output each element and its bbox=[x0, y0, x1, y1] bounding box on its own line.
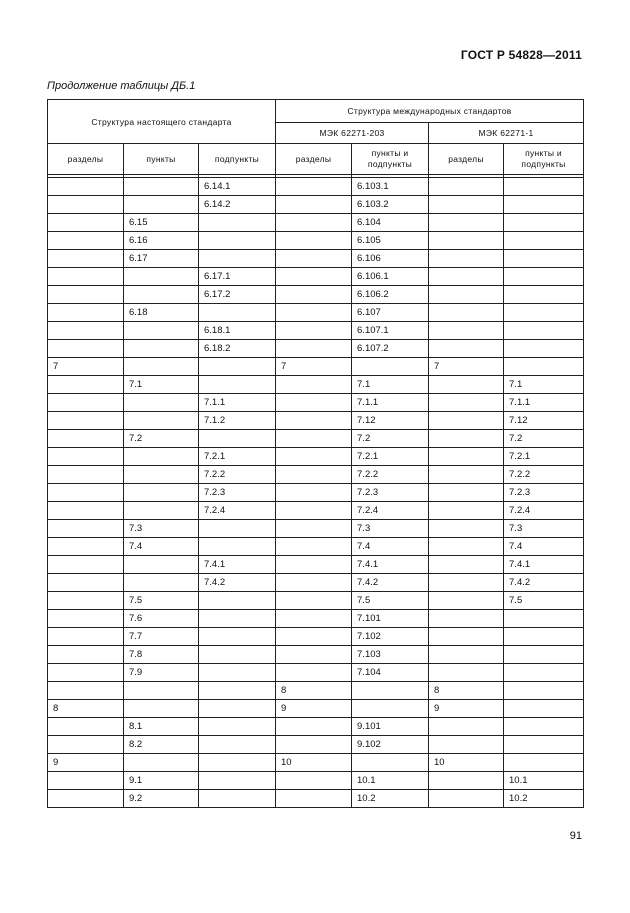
table-cell: 7.2 bbox=[504, 430, 584, 448]
table-cell bbox=[48, 736, 124, 754]
table-cell: 7.103 bbox=[352, 646, 429, 664]
table-cell: 7.2.3 bbox=[199, 484, 276, 502]
table-cell: 7.5 bbox=[124, 592, 199, 610]
table-cell bbox=[276, 214, 352, 232]
table-cell: 9 bbox=[276, 700, 352, 718]
table-cell bbox=[429, 736, 504, 754]
table-cell bbox=[48, 538, 124, 556]
table-cell bbox=[276, 232, 352, 250]
table-cell bbox=[199, 700, 276, 718]
table-cell bbox=[199, 304, 276, 322]
table-cell bbox=[124, 196, 199, 214]
table-cell bbox=[199, 592, 276, 610]
table-cell bbox=[429, 268, 504, 286]
col-header-sections-iec-1: разделы bbox=[429, 144, 504, 175]
table-cell bbox=[276, 628, 352, 646]
table-cell: 7.4.1 bbox=[199, 556, 276, 574]
table-cell bbox=[48, 610, 124, 628]
table-cell: 7.5 bbox=[352, 592, 429, 610]
table-row bbox=[48, 304, 584, 322]
table-row bbox=[48, 322, 584, 340]
table-cell: 10 bbox=[429, 754, 504, 772]
table-cell bbox=[429, 412, 504, 430]
table-cell bbox=[48, 574, 124, 592]
table-cell bbox=[124, 754, 199, 772]
table-row bbox=[48, 376, 584, 394]
table-row bbox=[48, 592, 584, 610]
table-cell: 7.6 bbox=[124, 610, 199, 628]
table-cell bbox=[124, 448, 199, 466]
table-cell bbox=[199, 250, 276, 268]
table-cell bbox=[504, 340, 584, 358]
table-row bbox=[48, 754, 584, 772]
correspondence-table bbox=[47, 99, 584, 808]
table-cell bbox=[276, 448, 352, 466]
table-cell: 7.101 bbox=[352, 610, 429, 628]
table-cell bbox=[48, 412, 124, 430]
table-row bbox=[48, 178, 584, 196]
table-cell bbox=[504, 232, 584, 250]
table-cell: 7.2.2 bbox=[352, 466, 429, 484]
table-cell: 7 bbox=[48, 358, 124, 376]
table-cell bbox=[504, 718, 584, 736]
table-cell bbox=[48, 430, 124, 448]
table-cell bbox=[124, 682, 199, 700]
table-cell bbox=[48, 286, 124, 304]
table-cell bbox=[199, 520, 276, 538]
table-row bbox=[48, 574, 584, 592]
table-cell bbox=[429, 592, 504, 610]
table-cell: 7.2.1 bbox=[352, 448, 429, 466]
table-row bbox=[48, 286, 584, 304]
col-header-sections-current: разделы bbox=[48, 144, 124, 175]
table-cell bbox=[199, 214, 276, 232]
table-cell bbox=[48, 682, 124, 700]
table-cell: 7.3 bbox=[124, 520, 199, 538]
table-cell bbox=[276, 574, 352, 592]
table-cell: 6.14.1 bbox=[199, 178, 276, 196]
table-cell bbox=[199, 736, 276, 754]
table-cell: 9.101 bbox=[352, 718, 429, 736]
table-cell: 7.104 bbox=[352, 664, 429, 682]
table-row bbox=[48, 250, 584, 268]
table-cell bbox=[199, 772, 276, 790]
page-number: 91 bbox=[569, 830, 582, 842]
table-cell bbox=[429, 178, 504, 196]
table-cell: 7.2.1 bbox=[199, 448, 276, 466]
table-cell bbox=[199, 430, 276, 448]
table-cell: 6.107.1 bbox=[352, 322, 429, 340]
table-cell bbox=[124, 358, 199, 376]
table-cell: 10.1 bbox=[352, 772, 429, 790]
table-row bbox=[48, 538, 584, 556]
table-cell bbox=[124, 466, 199, 484]
table-cell bbox=[48, 664, 124, 682]
table-cell bbox=[504, 286, 584, 304]
table-cell: 7.2 bbox=[124, 430, 199, 448]
table-cell bbox=[429, 718, 504, 736]
table-cell bbox=[276, 250, 352, 268]
table-cell bbox=[429, 538, 504, 556]
table-cell: 6.106.2 bbox=[352, 286, 429, 304]
table-row bbox=[48, 214, 584, 232]
table-cell bbox=[276, 322, 352, 340]
table-row bbox=[48, 232, 584, 250]
table-cell bbox=[429, 340, 504, 358]
table-cell: 7.4 bbox=[504, 538, 584, 556]
col-header-subclauses-current: подпункты bbox=[199, 144, 276, 175]
table-cell bbox=[429, 664, 504, 682]
table-cell: 7.12 bbox=[504, 412, 584, 430]
table-cell bbox=[504, 736, 584, 754]
table-cell bbox=[276, 556, 352, 574]
document-code: ГОСТ Р 54828—2011 bbox=[460, 48, 582, 62]
table-cell bbox=[504, 664, 584, 682]
table-cell bbox=[199, 664, 276, 682]
table-cell bbox=[124, 556, 199, 574]
table-cell: 8 bbox=[429, 682, 504, 700]
table-cell bbox=[276, 430, 352, 448]
table-cell: 7.7 bbox=[124, 628, 199, 646]
table-cell bbox=[48, 196, 124, 214]
standard-header-iec-62271-203: МЭК 62271-203 bbox=[276, 123, 429, 144]
table-cell bbox=[504, 610, 584, 628]
table-cell bbox=[48, 484, 124, 502]
table-cell bbox=[276, 592, 352, 610]
group-header-current-standard: Структура настоящего стандарта bbox=[48, 100, 276, 144]
table-cell bbox=[429, 322, 504, 340]
table-cell: 10.2 bbox=[352, 790, 429, 808]
table-cell bbox=[276, 196, 352, 214]
table-cell: 7.12 bbox=[352, 412, 429, 430]
table-cell: 7.4 bbox=[124, 538, 199, 556]
table-row bbox=[48, 430, 584, 448]
table-cell: 7.1 bbox=[352, 376, 429, 394]
table-cell: 7.2.4 bbox=[352, 502, 429, 520]
table-cell bbox=[124, 574, 199, 592]
table-cell: 7.2.2 bbox=[504, 466, 584, 484]
table-cell: 7.102 bbox=[352, 628, 429, 646]
table-cell: 6.17.2 bbox=[199, 286, 276, 304]
table-cell bbox=[429, 430, 504, 448]
table-cell: 7.5 bbox=[504, 592, 584, 610]
table-cell: 6.14.2 bbox=[199, 196, 276, 214]
table-row bbox=[48, 412, 584, 430]
table-cell: 7.2.4 bbox=[199, 502, 276, 520]
table-cell: 7 bbox=[276, 358, 352, 376]
table-cell bbox=[124, 412, 199, 430]
table-cell bbox=[429, 250, 504, 268]
table-cell bbox=[276, 484, 352, 502]
table-cell: 9 bbox=[429, 700, 504, 718]
table-cell bbox=[276, 538, 352, 556]
table-row bbox=[48, 556, 584, 574]
table-cell bbox=[504, 628, 584, 646]
table-cell: 6.106 bbox=[352, 250, 429, 268]
table-cell bbox=[48, 646, 124, 664]
table-cell bbox=[276, 466, 352, 484]
table-cell bbox=[429, 574, 504, 592]
table-cell bbox=[48, 718, 124, 736]
table-cell bbox=[124, 322, 199, 340]
table-row bbox=[48, 340, 584, 358]
table-cell bbox=[48, 628, 124, 646]
table-row bbox=[48, 646, 584, 664]
table-cell bbox=[429, 466, 504, 484]
table-row bbox=[48, 718, 584, 736]
table-cell: 9.102 bbox=[352, 736, 429, 754]
table-cell: 8 bbox=[48, 700, 124, 718]
table-cell bbox=[504, 700, 584, 718]
table-row bbox=[48, 772, 584, 790]
table-cell bbox=[429, 232, 504, 250]
table-cell bbox=[48, 448, 124, 466]
table-cell bbox=[504, 250, 584, 268]
table-cell bbox=[276, 610, 352, 628]
table-cell bbox=[429, 394, 504, 412]
table-row bbox=[48, 502, 584, 520]
table-cell bbox=[199, 646, 276, 664]
table-cell: 7.1.1 bbox=[352, 394, 429, 412]
table-cell bbox=[48, 214, 124, 232]
table-cell: 7.3 bbox=[504, 520, 584, 538]
table-cell bbox=[48, 232, 124, 250]
table-cell: 7.1.1 bbox=[504, 394, 584, 412]
table-cell: 6.17.1 bbox=[199, 268, 276, 286]
table-cell bbox=[429, 286, 504, 304]
table-cell bbox=[48, 376, 124, 394]
table-cell: 7.4.2 bbox=[199, 574, 276, 592]
col-header-clauses-current: пункты bbox=[124, 144, 199, 175]
table-cell: 6.103.2 bbox=[352, 196, 429, 214]
table-cell bbox=[48, 772, 124, 790]
table-cell bbox=[199, 790, 276, 808]
table-caption: Продолжение таблицы ДБ.1 bbox=[47, 80, 196, 92]
table-cell bbox=[504, 322, 584, 340]
table-cell bbox=[276, 412, 352, 430]
table-cell: 8 bbox=[276, 682, 352, 700]
table-cell: 9.1 bbox=[124, 772, 199, 790]
table-cell: 6.18 bbox=[124, 304, 199, 322]
table-cell bbox=[199, 358, 276, 376]
table-cell: 7.4.1 bbox=[352, 556, 429, 574]
table-cell bbox=[124, 700, 199, 718]
table-cell bbox=[124, 340, 199, 358]
table-cell bbox=[429, 304, 504, 322]
table-cell bbox=[504, 304, 584, 322]
table-cell: 7.1 bbox=[124, 376, 199, 394]
table-cell bbox=[504, 196, 584, 214]
table-row bbox=[48, 448, 584, 466]
table-cell bbox=[48, 556, 124, 574]
table-cell bbox=[276, 340, 352, 358]
table-cell: 6.18.1 bbox=[199, 322, 276, 340]
table-cell: 6.107 bbox=[352, 304, 429, 322]
table-row bbox=[48, 196, 584, 214]
table-row bbox=[48, 520, 584, 538]
table-cell: 8.2 bbox=[124, 736, 199, 754]
table-cell bbox=[429, 646, 504, 664]
table-cell bbox=[276, 646, 352, 664]
table-row bbox=[48, 790, 584, 808]
table-cell bbox=[48, 304, 124, 322]
table-row bbox=[48, 466, 584, 484]
table-cell: 6.103.1 bbox=[352, 178, 429, 196]
col-header-sections-iec-203: разделы bbox=[276, 144, 352, 175]
table-cell bbox=[429, 790, 504, 808]
table-cell: 7.8 bbox=[124, 646, 199, 664]
table-cell bbox=[199, 232, 276, 250]
table-cell: 7.4 bbox=[352, 538, 429, 556]
table-cell: 7.2 bbox=[352, 430, 429, 448]
table-cell bbox=[504, 178, 584, 196]
table-cell bbox=[276, 304, 352, 322]
table-body bbox=[48, 178, 584, 808]
table-row bbox=[48, 610, 584, 628]
table-cell: 6.16 bbox=[124, 232, 199, 250]
table-cell bbox=[48, 268, 124, 286]
table-cell: 6.105 bbox=[352, 232, 429, 250]
table-cell bbox=[276, 790, 352, 808]
table-cell: 7.4.2 bbox=[352, 574, 429, 592]
table-cell: 7.4.1 bbox=[504, 556, 584, 574]
table-cell bbox=[276, 502, 352, 520]
table-row bbox=[48, 358, 584, 376]
table-cell bbox=[199, 628, 276, 646]
table-cell bbox=[124, 268, 199, 286]
table-cell: 7.9 bbox=[124, 664, 199, 682]
table-cell bbox=[429, 520, 504, 538]
table-cell bbox=[504, 646, 584, 664]
col-header-clauses-iec-203: пункты и подпункты bbox=[352, 144, 429, 175]
table-cell bbox=[199, 682, 276, 700]
table-cell: 7.1.1 bbox=[199, 394, 276, 412]
table-cell bbox=[276, 718, 352, 736]
table-cell: 6.107.2 bbox=[352, 340, 429, 358]
table-cell bbox=[48, 340, 124, 358]
table-cell bbox=[48, 178, 124, 196]
table-cell bbox=[124, 394, 199, 412]
table-cell bbox=[429, 214, 504, 232]
table-cell bbox=[276, 394, 352, 412]
table-row bbox=[48, 484, 584, 502]
table-cell bbox=[199, 754, 276, 772]
table-cell bbox=[504, 268, 584, 286]
table-cell: 7.1 bbox=[504, 376, 584, 394]
table-cell: 7 bbox=[429, 358, 504, 376]
table-cell: 9.2 bbox=[124, 790, 199, 808]
table-cell bbox=[124, 484, 199, 502]
table-cell bbox=[429, 628, 504, 646]
table-cell: 10.1 bbox=[504, 772, 584, 790]
standard-header-iec-62271-1: МЭК 62271-1 bbox=[429, 123, 584, 144]
table-cell: 7.2.4 bbox=[504, 502, 584, 520]
table-cell bbox=[276, 376, 352, 394]
table-cell: 10 bbox=[276, 754, 352, 772]
table-cell: 9 bbox=[48, 754, 124, 772]
table-cell: 7.2.1 bbox=[504, 448, 584, 466]
table-cell: 6.18.2 bbox=[199, 340, 276, 358]
table-cell: 7.1.2 bbox=[199, 412, 276, 430]
table-cell bbox=[504, 682, 584, 700]
table-cell: 7.2.2 bbox=[199, 466, 276, 484]
table-cell bbox=[48, 592, 124, 610]
table-cell bbox=[504, 754, 584, 772]
table-row bbox=[48, 268, 584, 286]
table-cell bbox=[276, 286, 352, 304]
table-cell bbox=[48, 394, 124, 412]
table-row bbox=[48, 664, 584, 682]
table-cell bbox=[124, 178, 199, 196]
table-cell bbox=[429, 772, 504, 790]
table-cell bbox=[48, 250, 124, 268]
table-cell bbox=[276, 268, 352, 286]
table-cell bbox=[276, 664, 352, 682]
table-cell bbox=[48, 466, 124, 484]
table-cell bbox=[429, 556, 504, 574]
table-cell bbox=[429, 448, 504, 466]
table-cell bbox=[352, 700, 429, 718]
table-cell bbox=[429, 376, 504, 394]
table-row bbox=[48, 682, 584, 700]
table-cell bbox=[429, 484, 504, 502]
table-cell bbox=[48, 790, 124, 808]
table-cell bbox=[352, 754, 429, 772]
table-cell bbox=[276, 736, 352, 754]
table-cell: 7.4.2 bbox=[504, 574, 584, 592]
table-cell bbox=[276, 178, 352, 196]
table-cell bbox=[429, 502, 504, 520]
table-cell: 7.2.3 bbox=[504, 484, 584, 502]
table-cell bbox=[352, 682, 429, 700]
table-cell bbox=[429, 196, 504, 214]
table-cell bbox=[504, 358, 584, 376]
table-row bbox=[48, 736, 584, 754]
table-cell bbox=[48, 322, 124, 340]
table-cell: 7.3 bbox=[352, 520, 429, 538]
table-cell: 7.2.3 bbox=[352, 484, 429, 502]
table-cell bbox=[199, 718, 276, 736]
table-cell bbox=[48, 502, 124, 520]
table-cell bbox=[429, 610, 504, 628]
table-cell bbox=[276, 520, 352, 538]
table-cell bbox=[352, 358, 429, 376]
table-cell: 10.2 bbox=[504, 790, 584, 808]
table-cell bbox=[199, 538, 276, 556]
table-cell bbox=[199, 376, 276, 394]
table-cell bbox=[124, 502, 199, 520]
table-cell bbox=[199, 610, 276, 628]
table-cell: 6.15 bbox=[124, 214, 199, 232]
group-header-international-standards: Структура международных стандартов bbox=[276, 100, 584, 123]
table-cell: 8.1 bbox=[124, 718, 199, 736]
col-header-clauses-iec-1: пункты и подпункты bbox=[504, 144, 584, 175]
table-cell bbox=[504, 214, 584, 232]
table-cell: 6.104 bbox=[352, 214, 429, 232]
table-row bbox=[48, 394, 584, 412]
table-row bbox=[48, 700, 584, 718]
table-row bbox=[48, 628, 584, 646]
table-cell: 6.17 bbox=[124, 250, 199, 268]
table-cell bbox=[124, 286, 199, 304]
table-cell: 6.106.1 bbox=[352, 268, 429, 286]
table-cell bbox=[276, 772, 352, 790]
table-cell bbox=[48, 520, 124, 538]
